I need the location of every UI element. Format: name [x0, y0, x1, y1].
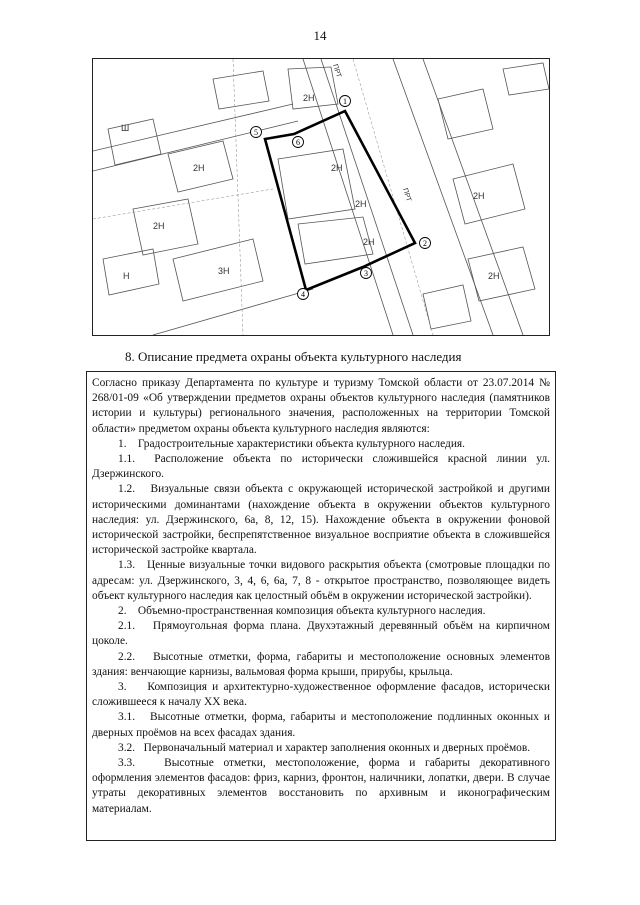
map-label: 2Н — [355, 199, 367, 209]
map-label: 2Н — [363, 237, 375, 247]
item-2-1: 2.1. Прямоугольная форма плана. Двухэтажный деревянный объём на кирпичном цоколе. — [92, 620, 550, 648]
building-outline — [213, 71, 269, 109]
intro-paragraph: Согласно приказу Департамента по культуре и туризму Томской области от 23.07.2014 № 268/01-09 «Об утверждении предметов охраны объектов культурного наследия (памятников истории и культуры) регионального значения, расположенных на территории Томской области» предметом охраны объекта культурного наследия являются: — [92, 377, 550, 435]
boundary-point-6 — [293, 137, 304, 148]
item-1-2: 1.2. Визуальные связи объекта с окружающей исторической застройкой и другими историческими доминантами (нахождение объекта в окружении объектов культурного наследия: ул. Дзержинского, 6а, 8, 12, 15). Нахождение объекта в окружении фоновой исторической застройки, беспрепятственное визуальное восприятие объекта в сложившейся исторической застройке квартала. — [92, 483, 550, 557]
svg-text:4: 4 — [301, 290, 305, 299]
street-line — [321, 59, 413, 335]
boundary-point-4 — [298, 289, 309, 300]
building-outline — [103, 249, 159, 295]
map-label: 2Н — [488, 271, 500, 281]
building-outline — [503, 63, 549, 95]
svg-text:1: 1 — [343, 97, 347, 106]
map-label: Н — [123, 271, 130, 281]
building-outline — [133, 199, 198, 255]
item-3-2: 3.2. Первоначальный материал и характер заполнения оконных и дверных проёмов. — [118, 741, 531, 754]
map-label: 2Н — [193, 163, 205, 173]
boundary-line — [233, 59, 243, 335]
item-1-3: 1.3. Ценные визуальные точки видового раскрытия объекта (смотровые площадки по адресам: ул. Дзержинского, 3, 4, 6, 6а, 7, 8 - открытое пространство, позволяющее видеть объект культурного наследия как целостный объём в окружении исторической застройки). — [92, 559, 550, 602]
site-plan-drawing — [93, 59, 549, 335]
item-2-2: 2.2. Высотные отметки, форма, габариты и местоположение основных элементов здания: венчающие карнизы, вальмовая форма крыши, прирубы, крыльца. — [92, 650, 550, 678]
building-outline — [423, 285, 471, 329]
building-outline — [108, 119, 161, 165]
map-label: 2Н — [303, 93, 315, 103]
site-plan-map — [92, 58, 550, 336]
territory-boundary — [265, 111, 415, 290]
page-number: 14 — [313, 28, 327, 43]
map-label: 2Н — [473, 191, 485, 201]
boundary-point-2 — [420, 238, 431, 249]
boundary-line — [353, 59, 433, 335]
map-label: 2Н — [331, 163, 343, 173]
building-outline — [438, 89, 493, 139]
building-outline — [453, 164, 525, 224]
map-label: 3Н — [218, 266, 230, 276]
svg-text:6: 6 — [296, 138, 300, 147]
boundary-point-5 — [251, 127, 262, 138]
map-label: 2Н — [153, 221, 165, 231]
street-line — [153, 289, 313, 335]
item-1: 1. Градостроительные характеристики объекта культурного наследия. — [118, 437, 466, 450]
boundary-point-1 — [340, 96, 351, 107]
svg-text:3: 3 — [364, 269, 368, 278]
item-2: 2. Объемно-пространственная композиция объекта культурного наследия. — [118, 605, 486, 618]
map-label: ПРТ — [331, 63, 342, 79]
item-1-1: 1.1. Расположение объекта по исторически сложившейся красной линии ул. Дзержинского. — [92, 453, 550, 481]
protection-subject-box — [86, 371, 556, 841]
building-outline — [298, 217, 373, 264]
boundary-line — [93, 189, 273, 219]
boundary-point-3 — [361, 268, 372, 279]
item-3: 3. Композиция и архитектурно-художественное оформление фасадов, исторически сложившееся к началу XX века. — [92, 681, 550, 709]
section-heading: 8. Описание предмета охраны объекта культурного наследия — [125, 349, 462, 364]
item-3-1: 3.1. Высотные отметки, форма, габариты и местоположение подлинных оконных и дверных проёмов на всех фасадах здания. — [92, 711, 550, 739]
map-label: Ш — [121, 123, 130, 133]
svg-text:2: 2 — [423, 239, 427, 248]
map-label: ПРТ — [401, 187, 412, 203]
item-3-3: 3.3. Высотные отметки, местоположение, форма и габариты декоративного оформления элементов фасадов: фриз, карниз, фронтон, наличники, лопатки, двери. В случае утраты декоративных элементов восстановить по архивным и иконографическим материалам. — [92, 757, 550, 815]
svg-text:5: 5 — [254, 128, 258, 137]
